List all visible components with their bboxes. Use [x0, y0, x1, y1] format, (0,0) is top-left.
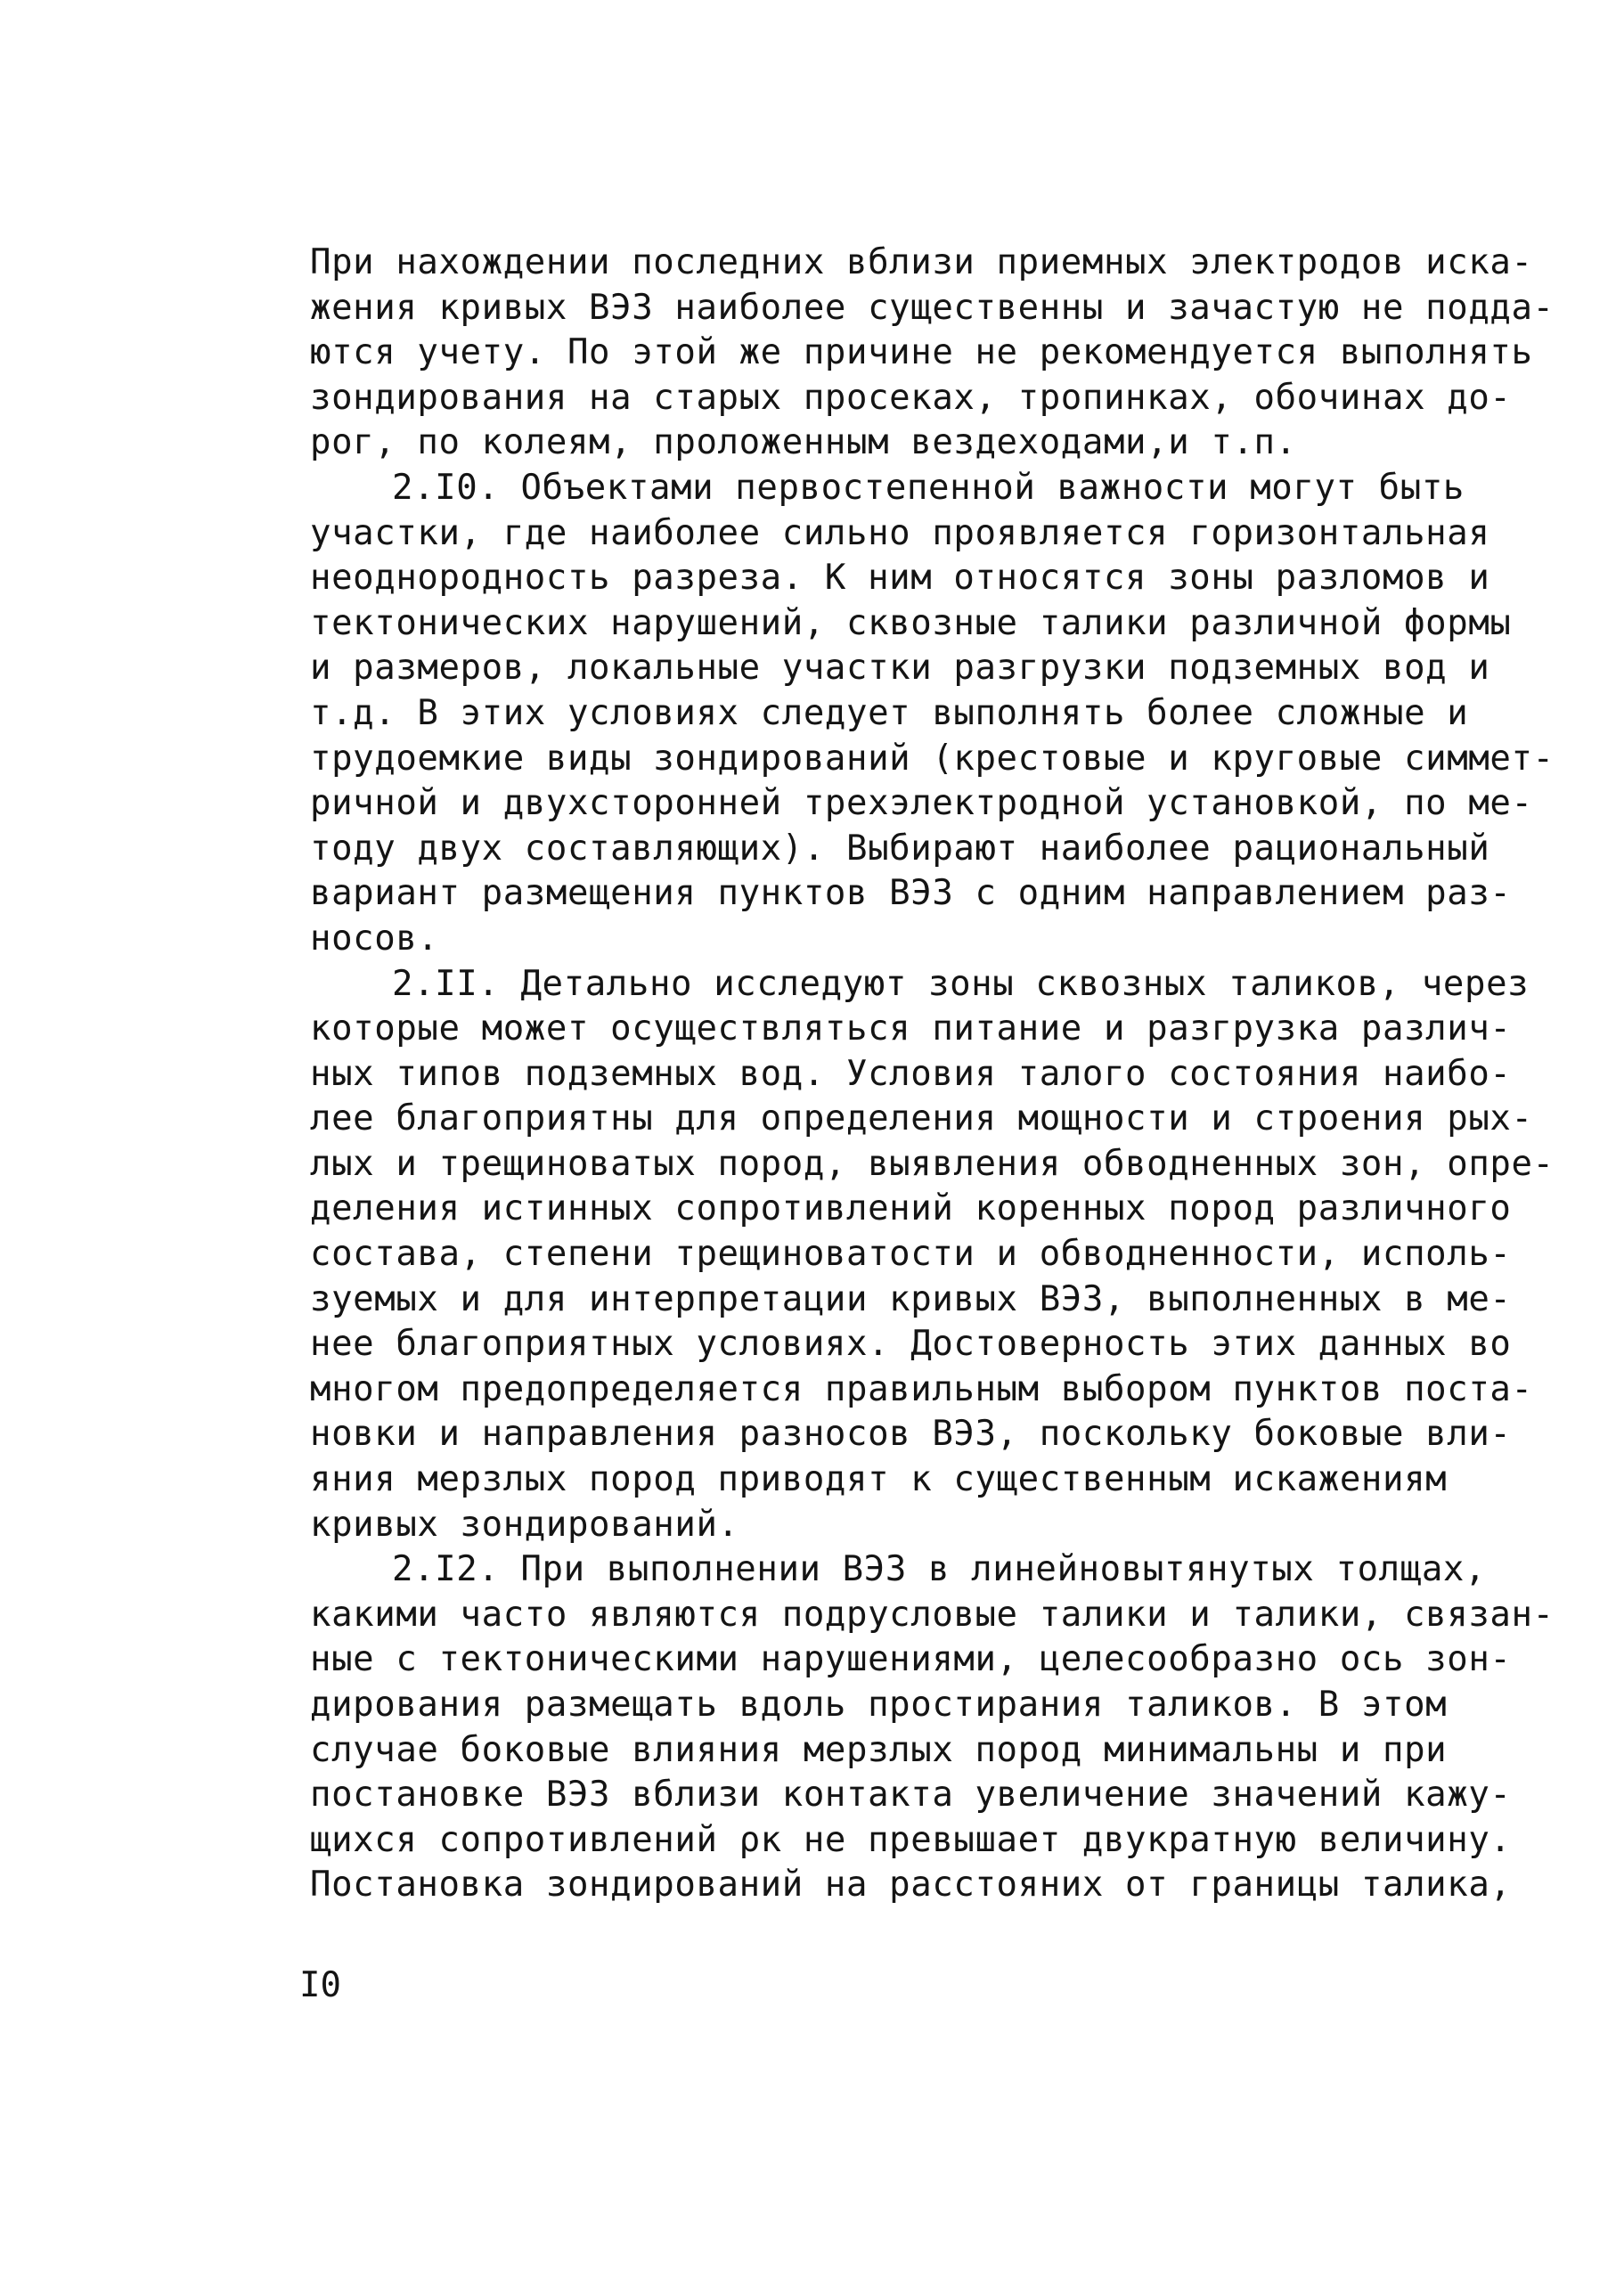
text-line: ных типов подземных вод. Условия талого состояния наибо- [310, 1053, 1512, 1094]
text-line: тектонических нарушений, сквозные талики различной формы [310, 602, 1512, 643]
text-line: ются учету. По этой же причине не рекомендуется выполнять [310, 332, 1533, 373]
text-line: состава, степени трещиноватости и обводненности, исполь- [310, 1234, 1512, 1275]
text-line: трудоемкие виды зондирований (крестовые и круговые симмет- [310, 738, 1555, 779]
text-line: зондирования на старых просеках, тропинках, обочинах до- [310, 377, 1512, 418]
text-line: лых и трещиноватых пород, выявления обводненных зон, опре- [310, 1143, 1555, 1184]
text-line: кривых зондирований. [310, 1504, 739, 1545]
text-line: нее благоприятных условиях. Достоверность этих данных во [310, 1324, 1512, 1365]
text-line: жения кривых ВЭЗ наиболее существенны и зачастую не подда- [310, 287, 1555, 328]
text-line: какими часто являются подрусловые талики и талики, связан- [310, 1594, 1555, 1635]
body-text [310, 241, 1555, 1908]
text-line: щихся сопротивлений ρк не превышает двукратную величину. [310, 1819, 1512, 1860]
text-line: постановке ВЭЗ вблизи контакта увеличение значений кажу- [310, 1775, 1512, 1816]
text-line: деления истинных сопротивлений коренных пород различного [310, 1188, 1512, 1229]
text-line: и размеров, локальные участки разгрузки подземных вод и [310, 648, 1490, 689]
section-2-11-heading-line: 2.II. Детально исследуют зоны сквозных таликов, через [392, 963, 1530, 1004]
text-line: лее благоприятны для определения мощности и строения рых- [310, 1098, 1533, 1139]
text-line: ные с тектоническими нарушениями, целесообразно ось зон- [310, 1639, 1512, 1680]
text-line: яния мерзлых пород приводят к существенным искажениям [310, 1459, 1448, 1500]
text-line: неоднородность разреза. К ним относятся зоны разломов и [310, 558, 1490, 599]
text-line: многом предопределяется правильным выбором пунктов поста- [310, 1368, 1533, 1409]
text-line: ричной и двухсторонней трехэлектродной установкой, по ме- [310, 783, 1533, 824]
text-line: участки, где наиболее сильно проявляется горизонтальная [310, 512, 1490, 553]
text-line: вариант размещения пунктов ВЭЗ с одним направлением раз- [310, 873, 1512, 914]
text-line: которые может осуществляться питание и разгрузка различ- [310, 1008, 1512, 1049]
text-line: При нахождении последних вблизи приемных электродов иска- [310, 242, 1533, 282]
text-line: случае боковые влияния мерзлых пород минимальны и при [310, 1729, 1448, 1770]
section-2-12-heading-line: 2.I2. При выполнении ВЭЗ в линейновытянутых толщах, [392, 1549, 1487, 1590]
text-line: новки и направления разносов ВЭЗ, поскольку боковые вли- [310, 1414, 1512, 1455]
page-number: I0 [299, 1965, 341, 2005]
text-line: тоду двух составляющих). Выбирают наиболее рациональный [310, 828, 1490, 869]
text-line: т.д. В этих условиях следует выполнять более сложные и [310, 692, 1469, 733]
text-line: зуемых и для интерпретации кривых ВЭЗ, выполненных в ме- [310, 1278, 1512, 1319]
text-line: дирования размещать вдоль простирания таликов. В этом [310, 1685, 1448, 1725]
text-line: рог, по колеям, проложенным вездеходами,и т.п. [310, 422, 1297, 463]
text-line: Постановка зондирований на расстояних от границы талика, [310, 1865, 1512, 1906]
section-2-10-heading-line: 2.I0. Объектами первостепенной важности могут быть [392, 467, 1465, 508]
text-line: носов. [310, 918, 439, 959]
